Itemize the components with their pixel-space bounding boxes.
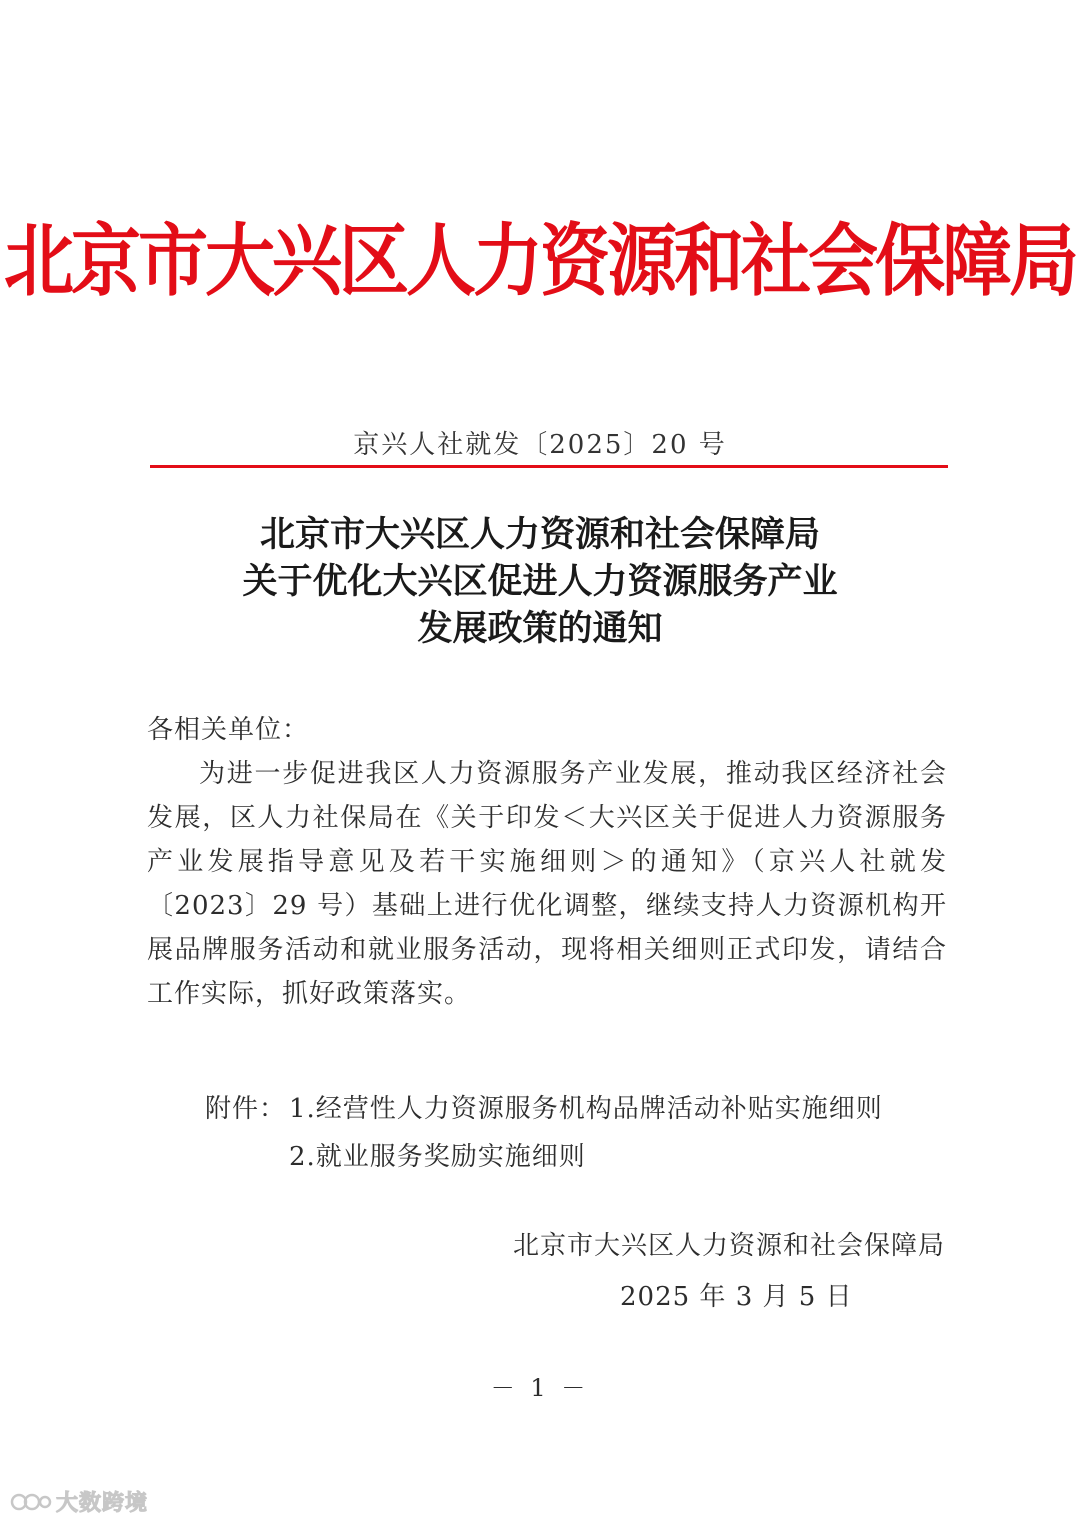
page-number: － 1 － — [490, 1374, 590, 1402]
signature-organization: 北京市大兴区人力资源和社会保障局 — [512, 1231, 945, 1261]
attachment-item — [205, 1085, 965, 1133]
title-line-1: 北京市大兴区人力资源和社会保障局 — [259, 515, 820, 555]
attachments-label: 附件： — [205, 1094, 287, 1124]
document-number: 京兴人社就发〔2025〕20 号 — [353, 430, 727, 460]
attachment-item-1: 1.经营性人力资源服务机构品牌活动补贴实施细则 — [289, 1094, 883, 1124]
watermark-text: 大数跨境 — [56, 1491, 149, 1516]
signature-date: 2025 年 3 月 5 日 — [620, 1282, 853, 1312]
body-paragraph: 为进一步促进我区人力资源服务产业发展，推动我区经济社会发展，区人力社保局在《关于印发＜大兴区关于促进人力资源服务产业发展指导意见及若干实施细则＞的通知》（京兴人社就发〔2023〕29 号）基础上进行优化调整，继续支持人力资源机构开展品牌服务活动和就业服务活动，现将相关细则正式印发，请结合工作实际，抓好政策落实。 — [147, 759, 947, 1009]
watermark — [10, 1486, 148, 1517]
watermark-logo-icon — [10, 1489, 52, 1515]
title-line-3: 发展政策的通知 — [417, 609, 663, 649]
masthead-title: 北京市大兴区人力资源和社会保障局 — [4, 215, 1076, 307]
document-title — [0, 512, 1080, 653]
title-line-2: 关于优化大兴区促进人力资源服务产业 — [242, 562, 838, 602]
attachments-list — [205, 1085, 965, 1181]
attachment-item — [205, 1133, 965, 1181]
red-divider-line — [150, 465, 948, 468]
attachment-item-2: 2.就业服务奖励实施细则 — [289, 1142, 586, 1172]
salutation: 各相关单位： — [147, 715, 310, 745]
